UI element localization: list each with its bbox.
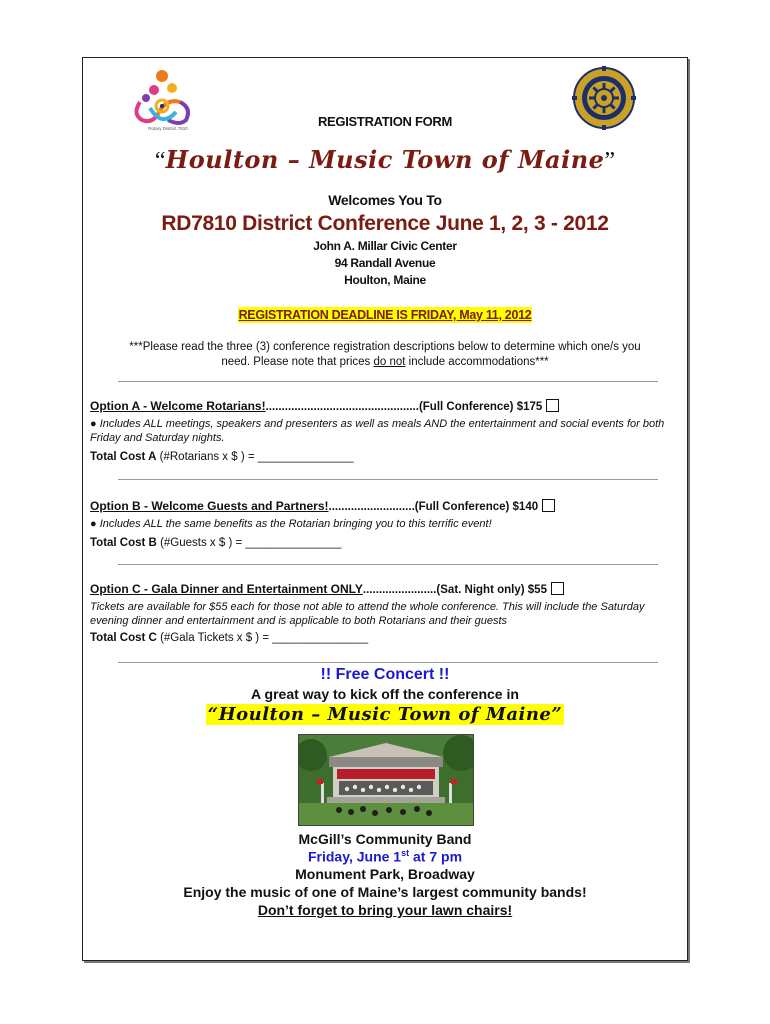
theme-close-quote: ” [604, 148, 616, 174]
concert-kickoff: A great way to kick off the conference in [251, 686, 519, 702]
option-c-price: (Sat. Night only) $55 [436, 584, 547, 596]
concert-location: Monument Park, Broadway [295, 866, 475, 882]
option-a-title: Option A - Welcome Rotarians! [90, 399, 266, 413]
option-c-total-label: Total Cost C [90, 632, 157, 644]
concert-headline: !! Free Concert !! [320, 666, 450, 683]
instructions-line-2: need. Please note that prices do not include accommodations*** [221, 356, 549, 368]
option-b-total: Total Cost B (#Guests x $ ) = _______________ [90, 537, 342, 549]
theme-script-title: Houlton – Music Town of Maine [165, 145, 605, 174]
separator [118, 662, 658, 663]
theme-open-quote: “ [154, 148, 166, 174]
concert-enjoy: Enjoy the music of one of Maine’s largest community bands! [183, 884, 587, 900]
instructions [82, 340, 688, 370]
band-name: McGill’s Community Band [298, 831, 472, 847]
concert-reminder: Don’t forget to bring your lawn chairs! [257, 902, 513, 918]
band-photo-image [299, 735, 473, 825]
option-c-header: Option C - Gala Dinner and Entertainment ONLY.......................(Sat. Night only) $55 [90, 580, 680, 598]
option-c [90, 580, 680, 644]
option-b-title: Option B - Welcome Guests and Partners! [90, 499, 329, 513]
concert-date: Friday, June 1st at 7 pm [307, 848, 463, 865]
deadline-banner [82, 306, 688, 324]
concert-script-title: “Houlton – Music Town of Maine” [207, 704, 563, 725]
option-b [90, 497, 680, 549]
option-c-title: Option C - Gala Dinner and Entertainment ONLY [90, 582, 363, 596]
option-a [90, 397, 680, 463]
band-photo [298, 734, 474, 826]
option-c-total: Total Cost C (#Gala Tickets x $ ) = _______________ [90, 632, 369, 644]
option-b-description: ● Includes ALL the same benefits as the Rotarian bringing you to this terrific event! [90, 518, 492, 530]
option-a-checkbox[interactable] [546, 399, 559, 412]
option-a-total: Total Cost A (#Rotarians x $ ) = _______________ [90, 451, 354, 463]
venue: John A. Millar Civic Center [313, 239, 457, 253]
form-title: REGISTRATION FORM [317, 114, 453, 129]
option-b-checkbox[interactable] [542, 499, 555, 512]
address: 94 Randall Avenue [334, 256, 436, 270]
option-c-checkbox[interactable] [551, 582, 564, 595]
separator [118, 479, 658, 480]
logo-caption: Rotary District 7810 [148, 126, 188, 131]
city: Houlton, Maine [344, 273, 426, 287]
option-b-price: (Full Conference) $140 [414, 501, 539, 513]
option-a-total-blank[interactable]: _______________ [257, 451, 354, 463]
option-a-header: Option A - Welcome Rotarians!................................................(Full Conference) $175 [90, 397, 680, 415]
option-c-total-blank[interactable]: _______________ [272, 632, 369, 644]
theme-title [82, 145, 688, 176]
instructions-line-1: ***Please read the three (3) conference registration descriptions below to determine which one/s you [129, 341, 641, 353]
option-a-description: ● Includes ALL meetings, speakers and presenters as well as meals AND the entertainment and social events for both Friday and Saturday nights. [90, 418, 665, 444]
option-b-total-label: Total Cost B [90, 537, 157, 549]
concert-theme [82, 702, 688, 728]
welcomes-text: Welcomes You To [328, 192, 442, 208]
option-b-total-blank[interactable]: _______________ [245, 537, 342, 549]
instructions-emphasis: do not [373, 356, 406, 368]
option-a-price: (Full Conference) $175 [418, 401, 543, 413]
option-b-header: Option B - Welcome Guests and Partners!...........................(Full Conference) $140 [90, 497, 680, 515]
conference-title: RD7810 District Conference June 1, 2, 3 - 2012 [161, 212, 609, 235]
option-c-description: Tickets are available for $55 each for those not able to attend the whole conference. This will include the Saturday evening dinner and entertainment and is applicable to both Rotarians and their guests [90, 601, 645, 627]
deadline-text: REGISTRATION DEADLINE IS FRIDAY, May 11, 2012 [238, 308, 532, 322]
separator [118, 381, 658, 382]
option-a-total-label: Total Cost A [90, 451, 157, 463]
separator [118, 564, 658, 565]
